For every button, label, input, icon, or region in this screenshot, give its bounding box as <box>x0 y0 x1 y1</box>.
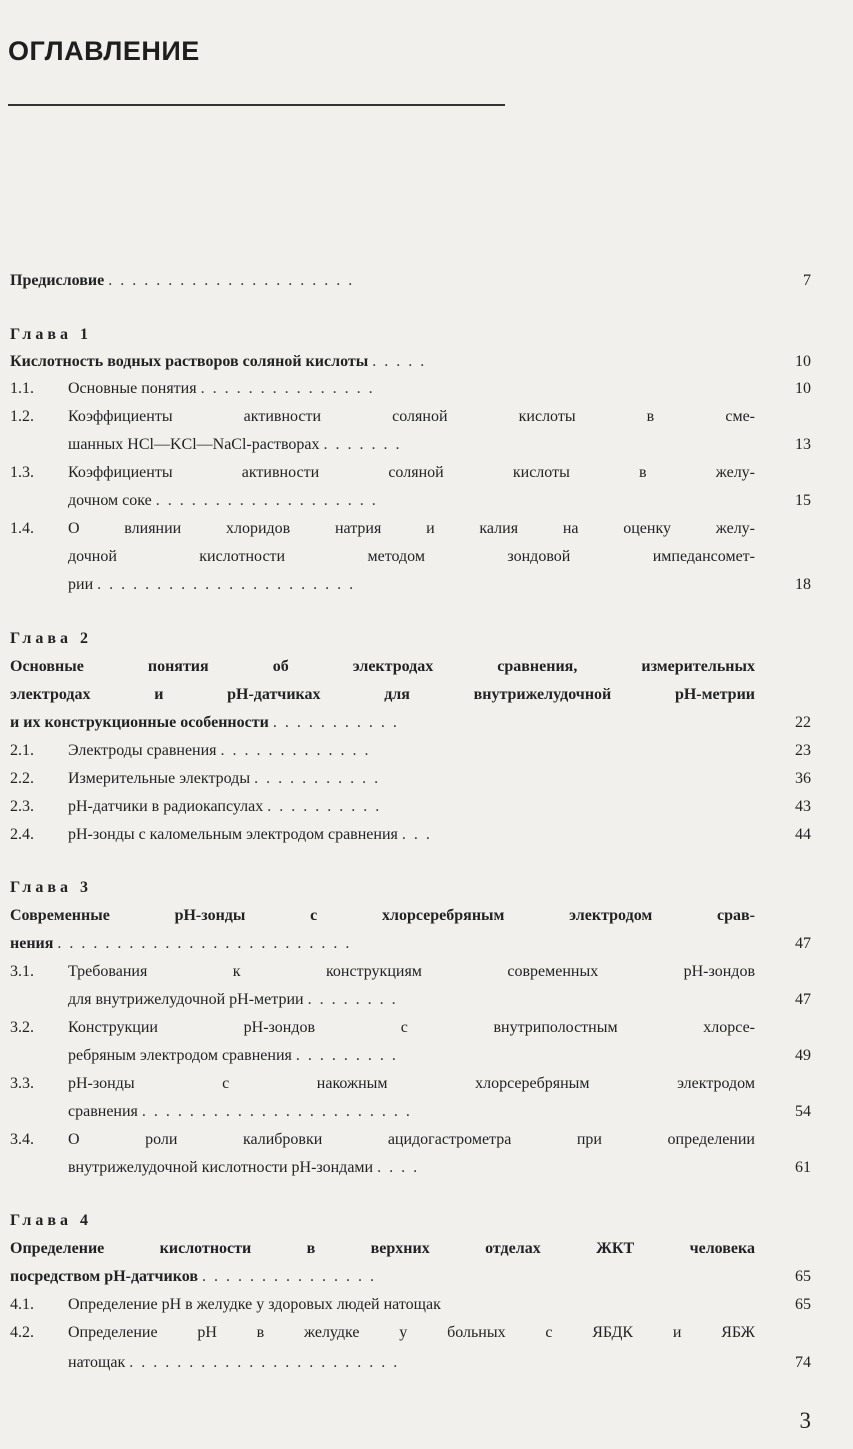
entry-title: рии <box>68 576 94 593</box>
entry-title: Определение pH в желудке у больных с ЯБДК и ЯБЖ <box>68 1324 755 1341</box>
folio-page-number: 3 <box>799 1408 811 1433</box>
page-title: ОГЛАВЛЕНИЕ <box>8 36 200 66</box>
toc-entry-preface[interactable] <box>0 272 853 300</box>
page-number: 7 <box>803 272 811 289</box>
toc-entry-4-2-cont[interactable] <box>0 1354 853 1382</box>
entry-title: дочном соке <box>68 492 152 509</box>
toc-entry-3-3-cont[interactable] <box>0 1103 853 1131</box>
section-number: 1.3. <box>10 464 34 481</box>
entry-title: Коэффициенты активности соляной кислоты в желу- <box>68 464 755 481</box>
page-number: 36 <box>795 770 811 787</box>
entry-title: посредством pH-датчиков <box>10 1268 198 1285</box>
entry-title: Требования к конструкциям современных pH-зондов <box>68 963 755 980</box>
toc-entry-1-4-cont[interactable] <box>0 548 853 576</box>
section-number: 2.4. <box>10 826 34 843</box>
entry-title: О влиянии хлоридов натрия и калия на оценку желу- <box>68 520 755 537</box>
entry-title: О роли калибровки ацидогастрометра при определении <box>68 1131 755 1148</box>
leader-dots: ..................... <box>108 272 361 289</box>
section-number: 3.4. <box>10 1131 34 1148</box>
leader-dots: ............... <box>200 380 381 397</box>
entry-title: электродах и pH-датчиках для внутрижелудочной pH-метрии <box>10 686 755 703</box>
entry-title: внутрижелудочной кислотности pH-зондами <box>68 1159 374 1176</box>
toc-entry-3-3[interactable] <box>0 1075 853 1103</box>
page-number: 65 <box>795 1296 811 1313</box>
leader-dots: ............... <box>202 1268 382 1285</box>
toc-entry-4-1[interactable] <box>0 1296 853 1324</box>
page-number: 65 <box>795 1268 811 1285</box>
section-number: 4.1. <box>10 1296 34 1313</box>
entry-title: Современные pH-зонды с хлорсеребряным электродом срав- <box>10 907 755 924</box>
leader-dots: ....................... <box>129 1354 406 1371</box>
entry-title: Кислотность водных растворов соляной кислоты <box>10 353 369 370</box>
section-number: 3.3. <box>10 1075 34 1092</box>
toc-entry-chapter-2[interactable] <box>0 658 853 686</box>
toc-entry-1-2-cont[interactable] <box>0 436 853 464</box>
entry-title: Предисловие <box>10 272 105 289</box>
entry-title: шанных HCl—KCl—NaCl-растворах <box>68 436 320 453</box>
section-number: 1.4. <box>10 520 34 537</box>
toc-entry-1-2[interactable] <box>0 408 853 436</box>
page-number: 10 <box>795 353 811 370</box>
toc-entry-chapter-3[interactable] <box>0 907 853 935</box>
page-number: 61 <box>795 1159 811 1176</box>
page-number: 23 <box>795 742 811 759</box>
leader-dots: ....... <box>323 436 408 453</box>
leader-dots: ......................... <box>57 935 358 952</box>
entry-title: Измерительные электроды <box>68 770 251 787</box>
leader-dots: .......... <box>267 798 388 815</box>
leader-dots: ..... <box>372 353 433 370</box>
entry-title: pH-датчики в радиокапсулах <box>68 798 264 815</box>
entry-title: pH-зонды с накожным хлорсеребряным электродом <box>68 1075 755 1092</box>
entry-title: натощак <box>68 1354 126 1371</box>
entry-title: дочной кислотности методом зондовой импедансомет- <box>68 548 755 565</box>
page-number: 10 <box>795 380 811 397</box>
section-number: 3.2. <box>10 1019 34 1036</box>
toc-entry-3-4[interactable] <box>0 1131 853 1159</box>
leader-dots: .... <box>377 1159 426 1176</box>
leader-dots: ......... <box>295 1047 404 1064</box>
toc-entry-1-4-cont2[interactable] <box>0 576 853 604</box>
leader-dots: ................... <box>155 492 384 509</box>
toc-entry-1-1[interactable] <box>0 380 853 408</box>
entry-title: ребряным электродом сравнения <box>68 1047 292 1064</box>
toc-entry-2-3[interactable] <box>0 798 853 826</box>
toc-entry-2-4[interactable] <box>0 826 853 854</box>
toc-entry-2-1[interactable] <box>0 742 853 770</box>
entry-title: сравнения <box>68 1103 138 1120</box>
entry-title: Основные понятия <box>68 380 197 397</box>
toc-entry-chapter-2-cont[interactable] <box>0 686 853 714</box>
entry-title: нения <box>10 935 54 952</box>
entry-title: Определение pH в желудке у здоровых людей натощак <box>68 1296 441 1313</box>
toc-entry-3-1[interactable] <box>0 963 853 991</box>
entry-title: Определение кислотности в верхних отделах ЖКТ человека <box>10 1240 755 1257</box>
page-number: 47 <box>795 935 811 952</box>
entry-title: Коэффициенты активности соляной кислоты в сме- <box>68 408 755 425</box>
page-number: 49 <box>795 1047 811 1064</box>
section-number: 3.1. <box>10 963 34 980</box>
toc-entry-1-3-cont[interactable] <box>0 492 853 520</box>
chapter-label: Глава 1 <box>10 326 92 343</box>
toc-entry-chapter-4[interactable] <box>0 1240 853 1268</box>
leader-dots: ...................... <box>97 576 362 593</box>
page-number: 43 <box>795 798 811 815</box>
leader-dots: ........... <box>272 714 405 731</box>
toc-entry-chapter-1[interactable] <box>0 353 853 381</box>
leader-dots: ... <box>401 826 438 843</box>
page-number: 47 <box>795 991 811 1008</box>
toc-entry-chapter-3-cont[interactable] <box>0 935 853 963</box>
section-number: 2.1. <box>10 742 34 759</box>
section-number: 1.1. <box>10 380 34 397</box>
chapter-label: Глава 2 <box>10 630 92 647</box>
entry-title: pH-зонды с каломельным электродом сравнения <box>68 826 398 843</box>
leader-dots: ........... <box>254 770 387 787</box>
section-number: 1.2. <box>10 408 34 425</box>
page-number: 13 <box>795 436 811 453</box>
toc-entry-2-2[interactable] <box>0 770 853 798</box>
toc-entry-chapter-2-cont2[interactable] <box>0 714 853 742</box>
entry-title: Основные понятия об электродах сравнения, измерительных <box>10 658 755 675</box>
toc-entry-3-4-cont[interactable] <box>0 1159 853 1187</box>
page-number: 74 <box>795 1354 811 1371</box>
title-rule <box>8 104 505 106</box>
section-number: 2.2. <box>10 770 34 787</box>
section-number: 4.2. <box>10 1324 34 1341</box>
leader-dots: ....................... <box>141 1103 418 1120</box>
toc-entry-chapter-4-cont[interactable] <box>0 1268 853 1296</box>
toc-entry-1-4[interactable] <box>0 520 853 548</box>
section-number: 2.3. <box>10 798 34 815</box>
page-number: 44 <box>795 826 811 843</box>
toc-entry-3-1-cont[interactable] <box>0 991 853 1019</box>
entry-title: Электроды сравнения <box>68 742 217 759</box>
toc-entry-3-2-cont[interactable] <box>0 1047 853 1075</box>
page-number: 22 <box>795 714 811 731</box>
entry-title: Конструкции pH-зондов с внутриполостным хлорсе- <box>68 1019 755 1036</box>
entry-title: и их конструкционные особенности <box>10 714 269 731</box>
page-number: 18 <box>795 576 811 593</box>
leader-dots: ........ <box>307 991 404 1008</box>
entry-title: для внутрижелудочной pH-метрии <box>68 991 304 1008</box>
chapter-label: Глава 3 <box>10 879 92 896</box>
page-number: 15 <box>795 492 811 509</box>
page-number: 54 <box>795 1103 811 1120</box>
toc-entry-3-2[interactable] <box>0 1019 853 1047</box>
toc-entry-4-2[interactable] <box>0 1324 853 1352</box>
leader-dots: ............. <box>220 742 377 759</box>
chapter-label: Глава 4 <box>10 1212 92 1229</box>
toc-entry-1-3[interactable] <box>0 464 853 492</box>
